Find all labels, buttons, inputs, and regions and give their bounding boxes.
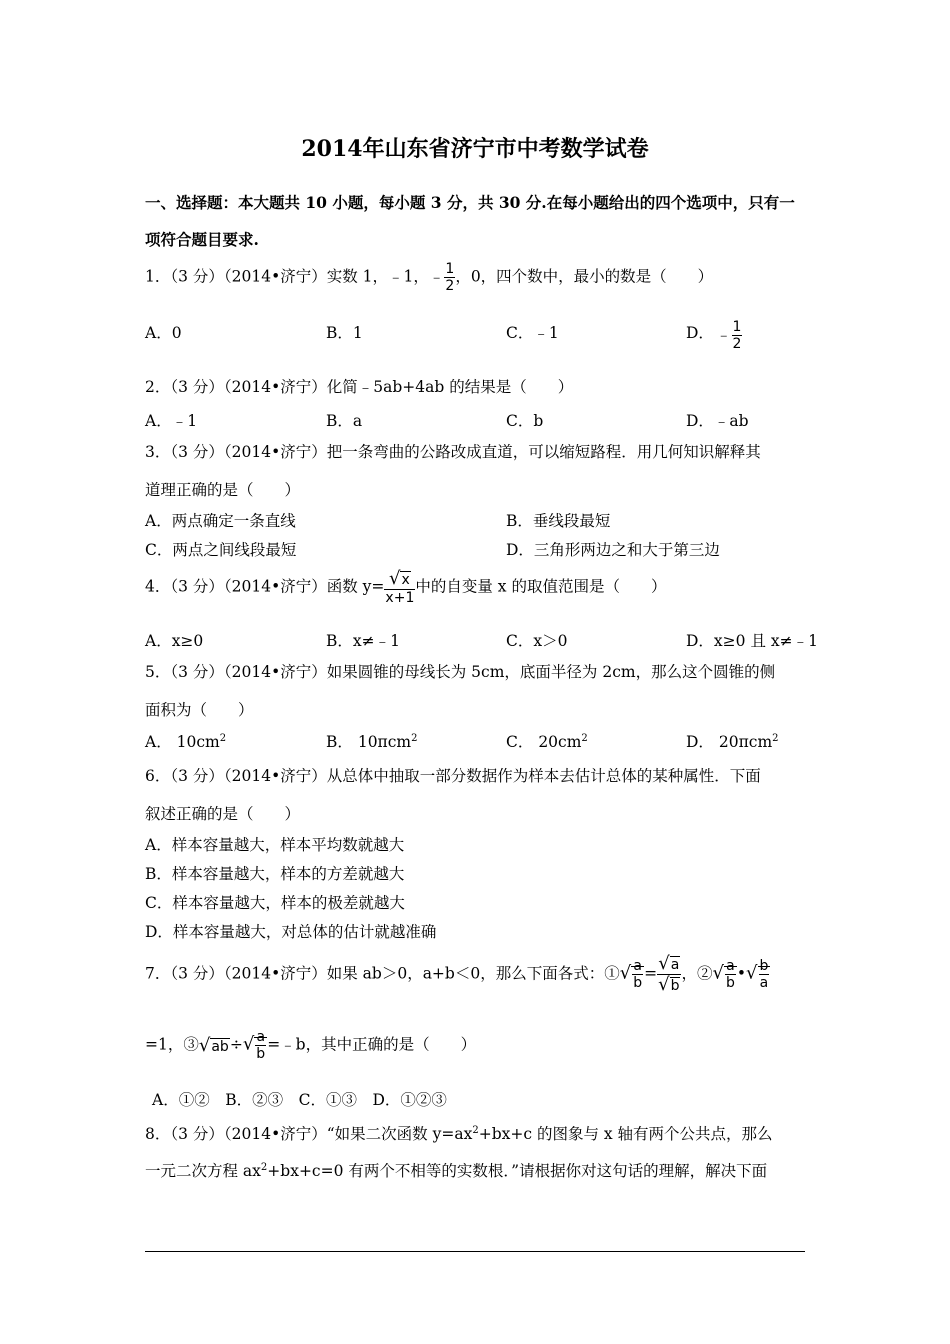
q3-option-d: D．三角形两边之和大于第三边	[506, 541, 720, 559]
q4-option-d: D．x≥0 且 x≠﹣1	[686, 632, 818, 650]
q5-option-c: C． $20cm^2$	[506, 733, 588, 751]
q1-text-pre: 1．（3 分）（2014•济宁）实数 1，﹣1，﹣	[145, 267, 445, 286]
q2-option-d: D．﹣ab	[686, 412, 749, 430]
q4-option-c: C．x＞0	[506, 632, 568, 650]
question-6-stem-line1: 6．（3 分）（2014•济宁）从总体中抽取一部分数据作为样本去估计总体的某种属性．下面	[145, 767, 761, 785]
q4-option-b: B．x≠﹣1	[326, 632, 400, 650]
q2-option-c: C．b	[506, 412, 544, 430]
footer-divider	[145, 1251, 805, 1252]
q3-option-c: C．两点之间线段最短	[145, 541, 297, 559]
question-4-stem: 4．（3 分）（2014•济宁）函数 y= $\frac{√x}{x+1}$ 中的自变量 x 的取值范围是（ ）	[145, 568, 667, 606]
question-3-stem-line1: 3．（3 分）（2014•济宁）把一条弯曲的公路改成直道，可以缩短路程．用几何知识解释其	[145, 443, 761, 461]
q1-fraction: $\frac{1}{2}$	[445, 261, 455, 294]
q1-text-post: ，0，四个数中，最小的数是（ ）	[455, 267, 714, 286]
q2-option-b: B．a	[326, 412, 363, 430]
q1-option-c: C．﹣1	[506, 324, 559, 342]
q3-option-a: A．两点确定一条直线	[145, 512, 296, 530]
question-3-stem-line2: 道理正确的是（ ）	[145, 481, 301, 499]
q1-option-d-value: ﹣ $\frac{1}{2}$	[716, 319, 742, 352]
q5-option-d: D． 20πcm$^2$	[686, 733, 779, 751]
q4-function-fraction: $\frac{√x}{x+1}$	[385, 568, 415, 606]
q1-option-b: B．1	[326, 324, 363, 342]
question-8-stem-line2: 一元二次方程 $ax^2+bx+c=0$ 有两个不相等的实数根．”请根据你对这句话的理解，解决下面	[145, 1162, 768, 1180]
section-heading-line1: 一、选择题：本大题共 10 小题，每小题 3 分，共 30 分.在每小题给出的四个选项中，只有一	[145, 193, 795, 212]
q7-options: A．①② B．②③ C．①③ D．①②③	[152, 1091, 447, 1109]
q1-option-a: A．0	[145, 324, 182, 342]
q5-option-a: A． $10cm^2$	[145, 733, 227, 751]
page-title: 2014年山东省济宁市中考数学试卷	[301, 136, 649, 162]
question-7-stem-line1: 7．（3 分）（2014•济宁）如果 ab＞0，a+b＜0，那么下面各式：①√ $\frac{a}{b}$ = $\frac{√a}{√b}$ ，②√ $\frac{a}{b}$ •√ $\frac{b}{a}$	[145, 953, 769, 995]
question-5-stem-line2: 面积为（ ）	[145, 701, 254, 719]
section-heading-line2: 项符合题目要求.	[145, 230, 259, 249]
question-2-stem: 2．（3 分）（2014•济宁）化简﹣5ab+4ab 的结果是（ ）	[145, 378, 574, 396]
q6-option-a: A．样本容量越大，样本平均数就越大	[145, 836, 405, 854]
q6-option-b: B．样本容量越大，样本的方差就越大	[145, 865, 405, 883]
q2-option-a: A．﹣1	[145, 412, 198, 430]
question-6-stem-line2: 叙述正确的是（ ）	[145, 805, 301, 823]
question-7-stem-line2: =1，③√ab÷√ $\frac{a}{b}$ =﹣b，其中正确的是（ ）	[145, 1029, 477, 1062]
question-5-stem-line1: 5．（3 分）（2014•济宁）如果圆锥的母线长为 5cm，底面半径为 2cm，那么这个圆锥的侧	[145, 663, 776, 681]
q4-option-a: A．x≥0	[145, 632, 204, 650]
question-8-stem-line1: 8．（3 分）（2014•济宁）“如果二次函数 $y=ax^2+bx+c$ 的图象与 x 轴有两个公共点，那么	[145, 1125, 773, 1143]
question-1-stem	[145, 262, 713, 293]
q6-option-c: C．样本容量越大，样本的极差就越大	[145, 894, 405, 912]
q1-option-d-label: D．	[686, 324, 714, 342]
q5-option-b: B． 10πcm$^2$	[326, 733, 418, 751]
q3-option-b: B．垂线段最短	[506, 512, 611, 530]
q6-option-d: D．样本容量越大，对总体的估计就越准确	[145, 923, 437, 941]
